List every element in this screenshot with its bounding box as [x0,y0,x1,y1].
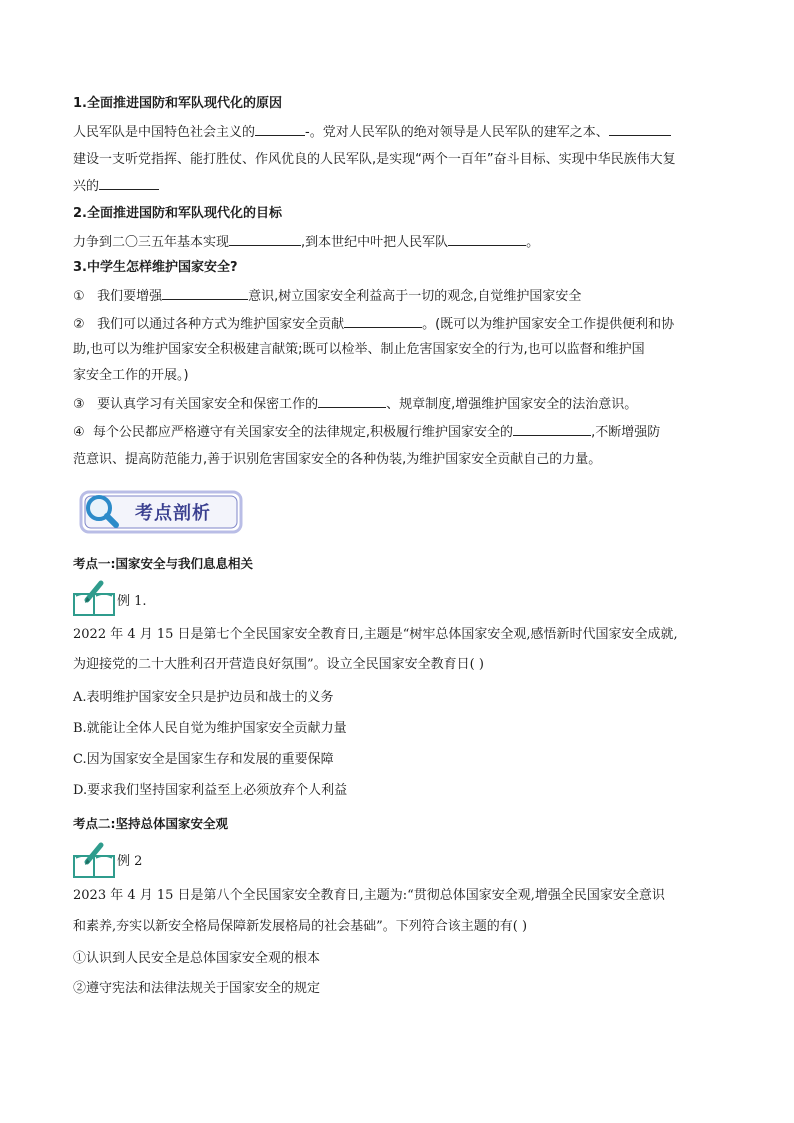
section1-line2: 建设一支听党指挥、能打胜仗、作风优良的人民军队,是实现“两个一百年”奋斗目标、实现中华民族伟大复 [73,152,676,167]
example1-question-line2: 为迎接党的二十大胜利召开营造良好氛围”。设立全民国家安全教育日( ) [73,657,484,672]
section1-title: 1.全面推进国防和军队现代化的原因 [73,96,282,111]
example1-label: 例 1. [117,594,147,609]
section1-line3: 兴的 [73,177,159,196]
example2-label: 例 2 [117,854,143,869]
example1-question-line1: 2022 年 4 月 15 日是第七个全民国家安全教育日,主题是“树牢总体国家安全观,感悟新时代国家安全成就, [73,627,678,642]
section1-line1: 人民军队是中国特色社会主义的 -。党对人民军队的绝对领导是人民军队的建军之本、 [73,123,671,142]
badge-label: 考点剖析 [135,503,211,524]
example2-item1: ①认识到人民安全是总体国家安全观的根本 [73,951,321,966]
book-pencil-icon [73,580,117,616]
example2-item2: ②遵守宪法和法律法规关于国家安全的规定 [73,981,321,996]
section-badge [73,486,245,536]
fill-blank [255,123,305,136]
example2-question-line2: 和素养,夯实以新安全格局保障新发展格局的社会基础”。下列符合该主题的有( ) [73,919,528,934]
fill-blank [318,395,386,408]
fill-blank [609,123,671,136]
section3-item3: ③ 要认真学习有关国家安全和保密工作的 、规章制度,增强维护国家安全的法治意识。 [73,397,638,412]
book-pencil-icon [73,842,117,878]
fill-blank [448,233,526,246]
section3-item4: ④ 每个公民都应严格遵守有关国家安全的法律规定,积极履行维护国家安全的 ,不断增强防 [73,425,661,440]
section3-item4-line2: 范意识、提高防范能力,善于识别危害国家安全的各种伪装,为维护国家安全贡献自己的力量。 [73,452,602,467]
section3-item2-line2: 助,也可以为维护国家安全积极建言献策;既可以检举、制止危害国家安全的行为,也可以监督和维护国 [73,342,645,357]
section3-item2: ② 我们可以通过各种方式为维护国家安全贡献 。(既可以为维护国家安全工作提供便利和协 [73,317,675,332]
example1-option-c: C.因为国家安全是国家生存和发展的重要保障 [73,752,334,767]
section3-title: 3.中学生怎样维护国家安全? [73,260,238,275]
point1-title: 考点一:国家安全与我们息息相关 [73,556,253,571]
section2-title: 2.全面推进国防和军队现代化的目标 [73,206,282,221]
example1-option-b: B.就能让全体人民自觉为维护国家安全贡献力量 [73,721,347,736]
fill-blank [513,423,591,436]
point2-title: 考点二:坚持总体国家安全观 [73,816,228,831]
fill-blank [162,287,248,300]
section2-line1: 力争到二〇三五年基本实现 ,到本世纪中叶把人民军队 。 [73,235,540,250]
example1-option-d: D.要求我们坚持国家利益至上必须放弃个人利益 [73,783,348,798]
fill-blank [99,177,159,190]
section3-item2-line3: 家安全工作的开展。) [73,368,189,383]
example2-question-line1: 2023 年 4 月 15 日是第八个全民国家安全教育日,主题为:“贯彻总体国家安全观,增强全民国家安全意识 [73,888,665,903]
section3-item1: ① 我们要增强 意识,树立国家安全利益高于一切的观念,自觉维护国家安全 [73,289,582,304]
fill-blank [344,315,422,328]
example1-option-a: A.表明维护国家安全只是护边员和战士的义务 [73,690,334,705]
fill-blank [229,233,301,246]
